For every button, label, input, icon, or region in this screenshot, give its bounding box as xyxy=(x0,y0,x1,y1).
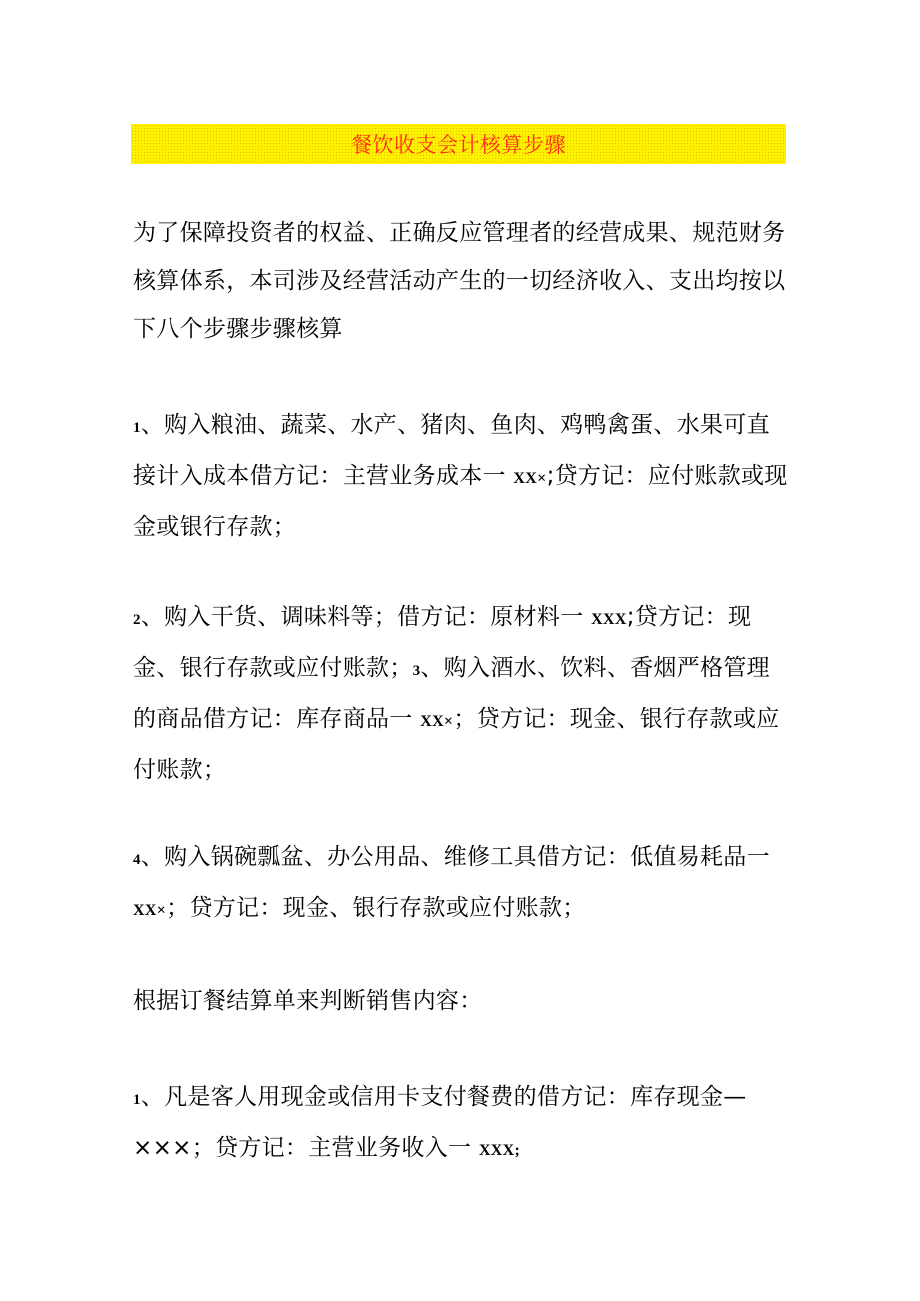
item-text: 、购入粮油、蔬菜、水产、猪肉、鱼肉、鸡鸭禽蛋、水果可直接计入成本借方记：主营业务成本一 xyxy=(133,412,770,489)
item-4-paragraph xyxy=(133,833,793,935)
item-text: 、凡是客人用现金或信用卡支付餐费的借方记：库存现金—×××；贷方记：主营业务收入一 xyxy=(133,1084,747,1161)
item-number: 1 xyxy=(133,420,141,436)
item-text: ;贷方记：应付账款或现金或银行存款； xyxy=(133,463,788,540)
title-banner xyxy=(131,124,786,164)
amount-placeholder: XX× xyxy=(133,902,167,919)
item-1-paragraph xyxy=(133,401,793,551)
item-text: 、购入锅碗瓢盆、办公用品、维修工具借方记：低值易耗品一 xyxy=(140,844,770,870)
intro-paragraph: 为了保障投资者的权益、正确反应管理者的经营成果、规范财务核算体系，本司涉及经营活动产生的一切经济收入、支出均按以下八个步骤步骤核算 xyxy=(133,220,786,342)
item-number: 2 xyxy=(133,612,141,628)
item-text: ；贷方记：现金、银行存款或应付账款； xyxy=(166,895,586,921)
item-text: ;贷方记：现金、银行存款或应付账款； xyxy=(133,604,752,681)
amount-placeholder: XXX; xyxy=(478,1142,521,1159)
sales-heading: 根据订餐结算单来判断销售内容： xyxy=(133,988,483,1014)
item-2-3-paragraph xyxy=(133,593,793,794)
item-number: 3 xyxy=(412,663,421,679)
amount-placeholder: XX× xyxy=(420,713,454,730)
amount-placeholder: XXX xyxy=(591,611,627,628)
item-text: 、购入干货、调味料等；借方记：原材料一 xyxy=(140,604,592,630)
item-text: ；贷方记：现金、银行存款或应付账款； xyxy=(133,706,780,783)
item-number: 1 xyxy=(133,1092,141,1108)
sales-item-1-paragraph xyxy=(133,1073,793,1175)
item-number: 4 xyxy=(133,852,141,868)
item-text: 、购入酒水、饮料、香烟严格管理的商品借方记：库存商品一 xyxy=(133,655,770,732)
amount-placeholder: XX× xyxy=(513,470,547,487)
document-title: 餐饮收支会计核算步骤 xyxy=(351,133,566,157)
